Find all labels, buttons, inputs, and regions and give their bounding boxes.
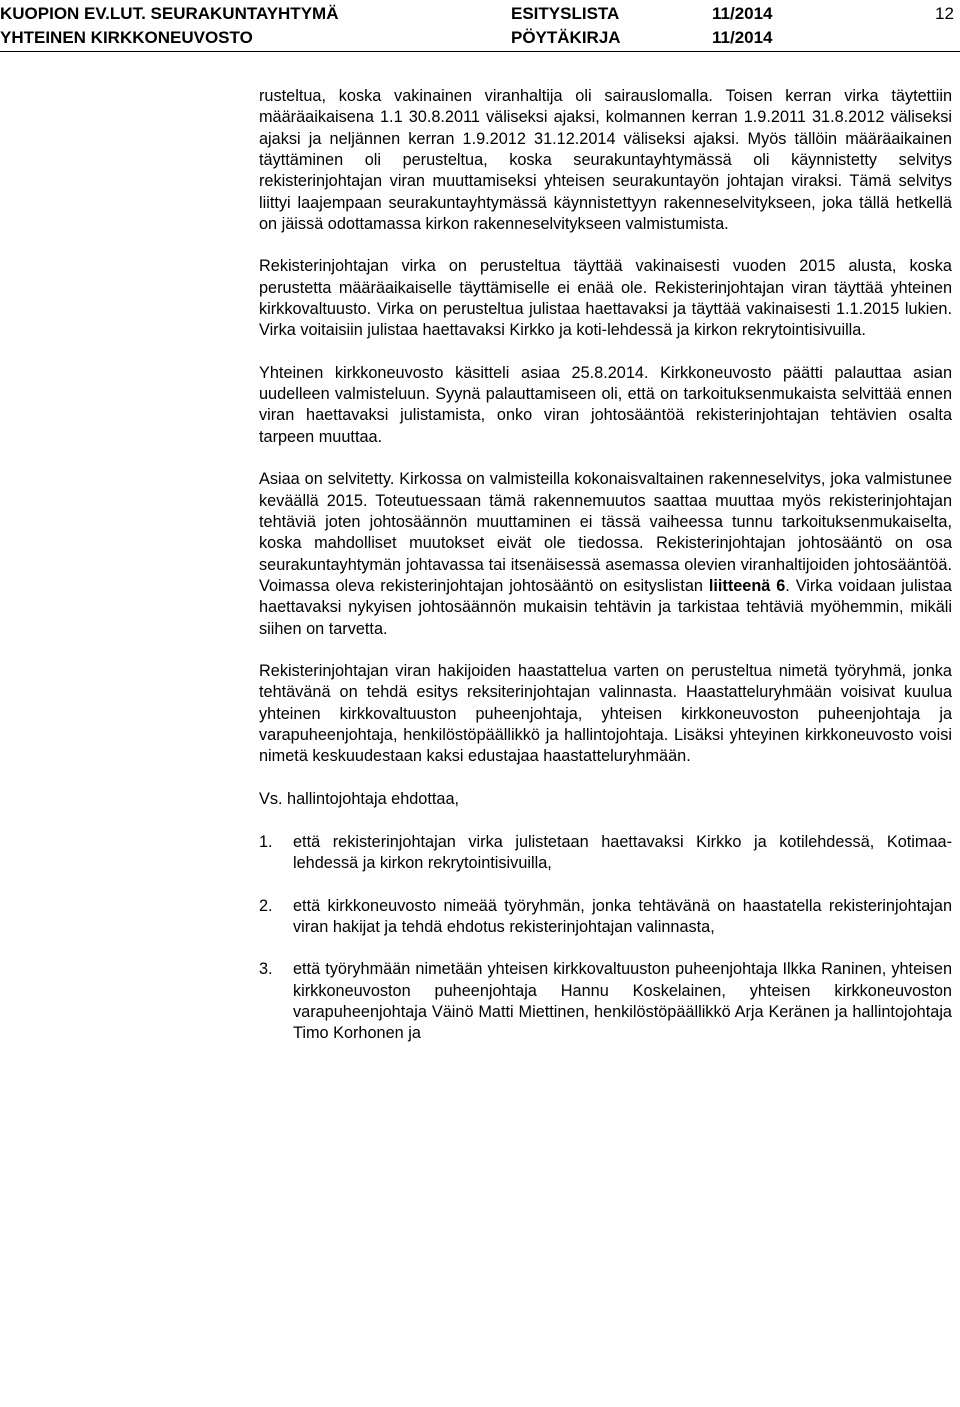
list-item-text: että kirkkoneuvosto nimeää työryhmän, jonka tehtävänä on haastatella rekisterinjohtajan viran hakijat ja tehdä ehdotus rekisterinjohtajan valinnasta, — [293, 896, 952, 936]
list-item — [259, 832, 952, 875]
page-number: 12 — [935, 4, 954, 23]
board-name: YHTEINEN KIRKKONEUVOSTO — [0, 28, 253, 47]
paragraph-3: Yhteinen kirkkoneuvosto käsitteli asiaa 25.8.2014. Kirkkoneuvosto päätti palauttaa asian uudelleen valmisteluun. Syynä palauttamiseen oli, että on tarkoituksenmukaista selvittää ennen viran haettavaksi julistamista, onko viran johtosääntöä rekisterinjohtajan tehtävien osalta tarpeen muuttaa. — [259, 363, 952, 446]
document-type-agenda: ESITYSLISTA — [511, 4, 620, 23]
document-body — [259, 86, 952, 1045]
document-type-minutes: PÖYTÄKIRJA — [511, 28, 621, 47]
proposal-list — [259, 832, 952, 1045]
paragraph-4-text: Asiaa on selvitetty. Kirkossa on valmisteilla kokonaisvaltainen rakenneselvitys, joka valmistunee keväällä 2015. Toteutuessaan tämä rakennemuutos saattaa muuttaa myös rekisterinjohtajan tehtäviä joten johtosäännön muuttaminen ei tässä vaiheessa tunnu tarkoituksenmukaiselta, koska mahdolliset muutokset eivät ole tiedossa. Rekisterinjohtajan johtosääntö on osa seurakuntayhtymän johtavassa tai itsenäisessä asemassa olevien viranhaltijoiden johtosääntöä. Voimassa oleva rekisterinjohtajan johtosääntö on esityslistan — [259, 470, 952, 595]
organization-name: KUOPION EV.LUT. SEURAKUNTAYHTYMÄ — [0, 4, 339, 23]
paragraph-4-text-end: . Virka voidaan julistaa haettavaksi nykyisen johtosäännön mukaisin tehtävin ja tarkistaa tehtäviä myöhemmin, mikäli siihen on tarvetta. — [259, 576, 952, 638]
list-item-text: että rekisterinjohtajan virka julistetaan haettavaksi Kirkko ja kotilehdessä, Kotimaa-lehdessä ja kirkon rekrytointisivuilla, — [293, 832, 952, 873]
list-item-number: 3. — [259, 960, 273, 979]
list-item-text: että työryhmään nimetään yhteisen kirkkovaltuuston puheenjohtaja Ilkka Raninen, yhteisen kirkkoneuvoston puheenjohtaja Hannu Koskelainen, yhteisen kirkkoneuvoston varapuheenjohtaja Väinö Matti Miettinen, henkilöstöpäällikkö Arja Keränen ja hallintojohtaja Timo Korhonen ja — [293, 960, 952, 1043]
paragraph-5: Rekisterinjohtajan viran hakijoiden haastattelua varten on perusteltua nimetä työryhmä, jonka tehtävänä on tehdä esitys reksiterinjohtajan valinnasta. Haastatteluryhmään voisivat kuulua yhteinen kirkkovaltuuston puheenjohtaja, yhteisen kirkkoneuvoston puheenjohtaja ja varapuheenjohtaja, henkilöstöpäällikkö ja hallintojohtaja. Lisäksi yhteyinen kirkkoneuvosto voisi nimetä keskuudestaan kaksi edustajaa haastatteluryhmään. — [259, 661, 952, 766]
paragraph-2: Rekisterinjohtajan virka on perusteltua täyttää vakinaisesti vuoden 2015 alusta, koska perustetta määräaikaiselle täyttämiselle ei enää ole. Rekisterinjohtajan viran täyttää yhteinen kirkkovaltuusto. Virka on perusteltua julistaa haettavaksi ja täyttää vakinaisesti 1.1.2015 lukien. Virka voitaisiin julistaa haettavaksi Kirkko ja koti-lehdessä ja kirkon rekrytointisivuilla. — [259, 257, 952, 340]
meeting-number-minutes: 11/2014 — [712, 28, 773, 47]
header-divider — [0, 51, 960, 52]
list-item — [259, 896, 952, 939]
list-item-number: 2. — [259, 896, 273, 915]
attachment-reference: liitteenä 6 — [708, 576, 786, 595]
proposal-lead: Vs. hallintojohtaja ehdottaa, — [259, 789, 460, 808]
meeting-number-agenda: 11/2014 — [712, 4, 773, 23]
list-item-number: 1. — [259, 832, 273, 851]
paragraph-1: rusteltua, koska vakinainen viranhaltija oli sairauslomalla. Toisen kerran virka täytettiin määräaikaisena 1.1 30.8.2011 väliseksi ajaksi, kolmannen kerran 1.9.2011 31.8.2012 väliseksi ajaksi ja neljännen kerran 1.9.2012 31.12.2014 väliseksi ajaksi. Myös tällöin määräaikainen täyttäminen oli perusteltua, koska seurakuntayhtymässä oli käynnistetty selvitys rekisterinjohtajan viran muuttamiseksi yhteisen seurakuntayön johtajan viraksi. Tämä selvitys liittyi laajempaan seurakuntayhtymässä käynnistettyyn rakenneselvitykseen, joka tällä hetkellä on jäissä odottamassa kirkon rakenneselvitykseen valmistumista. — [259, 87, 952, 234]
list-item — [259, 959, 952, 1044]
paragraph-4 — [259, 469, 952, 640]
